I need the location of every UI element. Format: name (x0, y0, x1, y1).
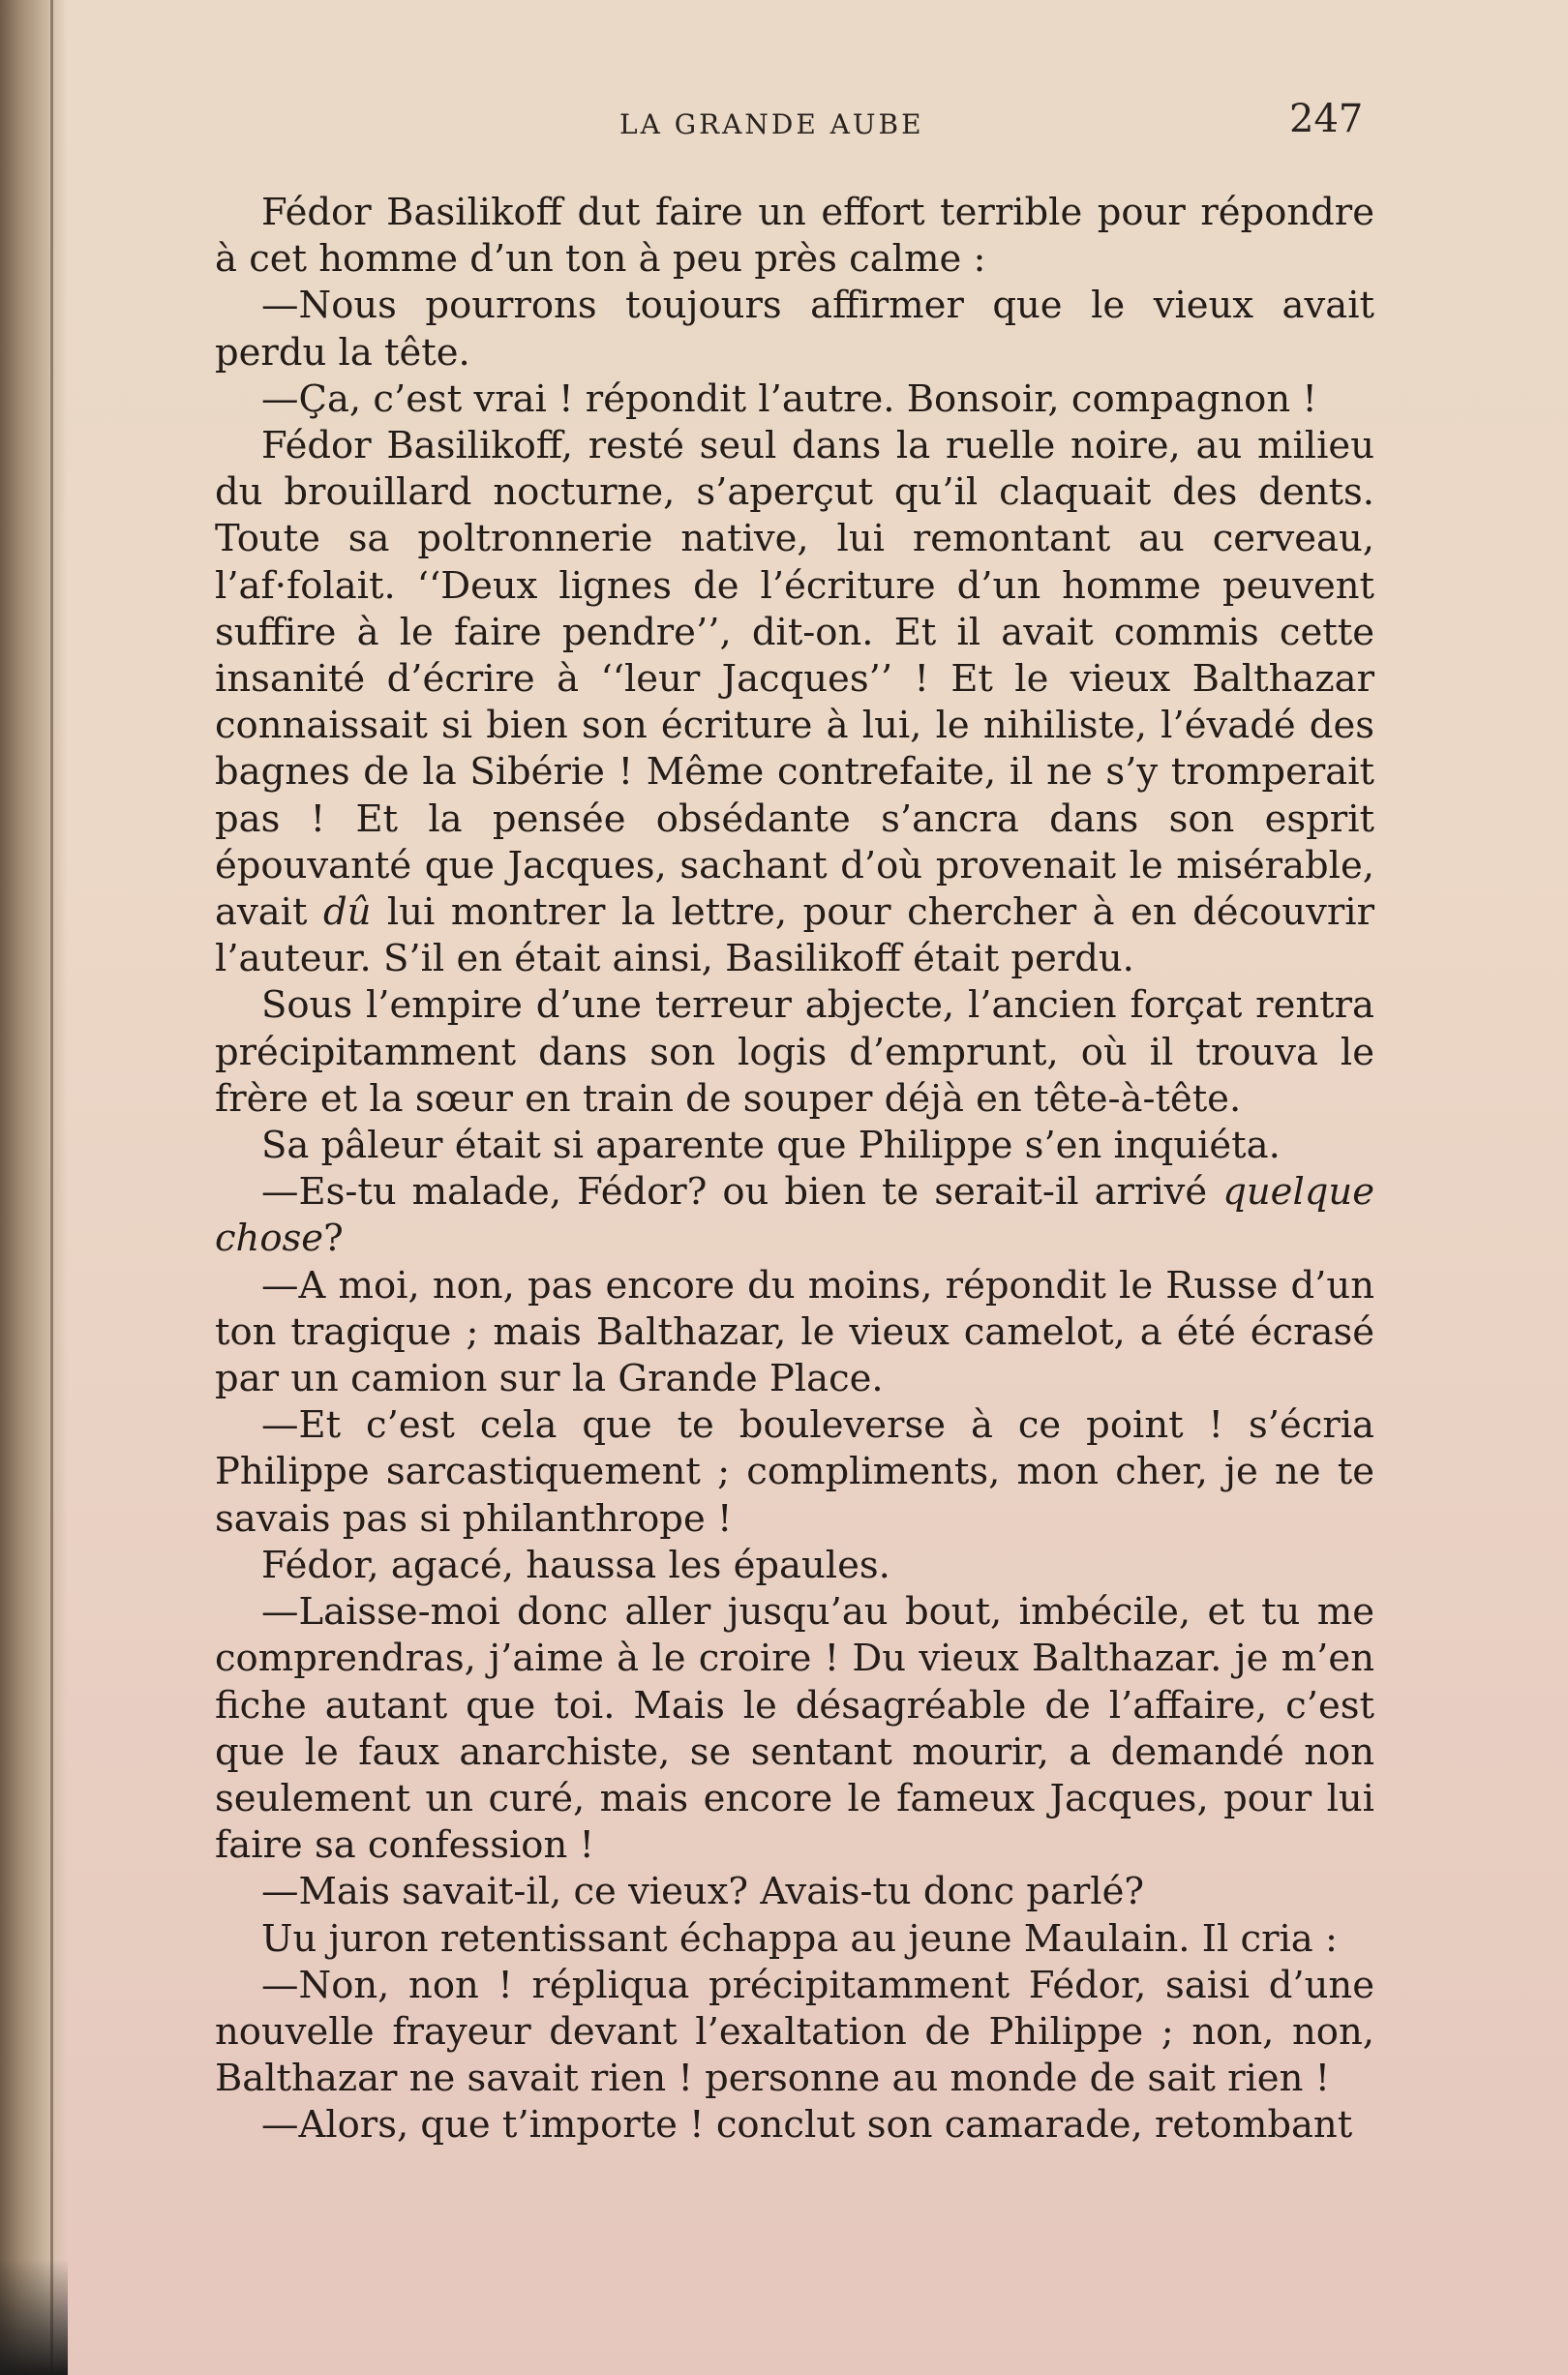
paragraph: —Nous pourrons toujours affirmer que le vieux avait perdu la tête. (215, 284, 1374, 375)
paragraph: —Et c’est cela que te bouleverse à ce point ! s’écria Philippe sarcastiquement ; compliments, mon cher, je ne te savais pas si philanthrope ! (215, 1403, 1374, 1541)
paragraph-text: Fédor Basilikoff, resté seul dans la ruelle noire, au milieu du brouillard nocturne, s’aperçut qu’il claquait des dents. Toute sa poltronnerie native, lui remontant au cerveau, l’af·folait. ‘‘Deux lignes de l’écriture d’un homme peuvent suffire à le faire pendre’’, dit-on. Et il avait commis cette insanité d’écrire à ‘‘leur Jacques’’ ! Et le vieux Balthazar connaissait si bien son écriture à lui, le nihiliste, l’évadé des bagnes de la Sibérie ! Même contrefaite, il ne s’y tromperait pas ! Et la pensée obsédante s’ancra dans son esprit épouvanté que Jacques, sachant d’où provenait le misérable, avait (215, 424, 1374, 935)
paragraph: —Alors, que t’importe ! conclut son camarade, retombant (261, 2103, 1353, 2148)
paragraph: Fédor Basilikoff dut faire un effort terrible pour répondre à cet homme d’un ton à peu près calme : (215, 191, 1374, 282)
paragraph: Fédor, agacé, haussa les épaules. (261, 1543, 890, 1587)
body-text (215, 190, 1374, 2150)
book-gutter (0, 0, 68, 2375)
corner-shadow (0, 2259, 68, 2375)
italic-word: dû (322, 890, 372, 935)
paragraph (215, 423, 1374, 982)
paragraph: —Mais savait-il, ce vieux? Avais-tu donc parlé? (261, 1870, 1145, 1914)
binding-edge (50, 0, 53, 2375)
paragraph: —Laisse-moi donc aller jusqu’au bout, imbécile, et tu me comprendras, j’aime à le croire ! Du vieux Balthazar. je m’en fiche autant que toi. Mais le désagréable de l’affaire, c’est que le faux anarchiste, se sentant mourir, a demandé non seulement un curé, mais encore le fameux Jacques, pour lui faire sa confession ! (215, 1590, 1374, 1868)
paragraph: —A moi, non, pas encore du moins, répondit le Russe d’un ton tragique ; mais Balthazar, le vieux camelot, a été écrasé par un camion sur la Grande Place. (215, 1263, 1374, 1401)
paragraph: Uu juron retentissant échappa au jeune Maulain. Il cria : (261, 1916, 1338, 1961)
paragraph: Sa pâleur était si aparente que Philippe s’en inquiéta. (261, 1124, 1281, 1168)
italic-phrase: quelque chose (215, 1170, 1374, 1261)
paragraph (215, 1169, 1374, 1262)
page-number: 247 (1289, 97, 1364, 141)
paragraph-text: lui montrer la lettre, pour chercher à en découvrir l’auteur. S’il en était ainsi, Basilikoff était perdu. (215, 890, 1374, 981)
paragraph: —Non, non ! répliqua précipitamment Fédor, saisi d’une nouvelle frayeur devant l’exaltation de Philippe ; non, non, Balthazar ne savait rien ! personne au monde de sait rien ! (215, 1963, 1374, 2101)
paragraph: —Ça, c’est vrai ! répondit l’autre. Bonsoir, compagnon ! (261, 376, 1317, 421)
running-title: LA GRANDE AUBE (619, 108, 924, 140)
paragraph-text: —Es-tu malade, Fédor? ou bien te serait-il arrivé (261, 1170, 1208, 1215)
paragraph-text: ? (323, 1217, 344, 1261)
paragraph: Sous l’empire d’une terreur abjecte, l’ancien forçat rentra précipitamment dans son logis d’emprunt, où il trouva le frère et la sœur en train de souper déjà en tête-à-tête. (215, 983, 1374, 1121)
